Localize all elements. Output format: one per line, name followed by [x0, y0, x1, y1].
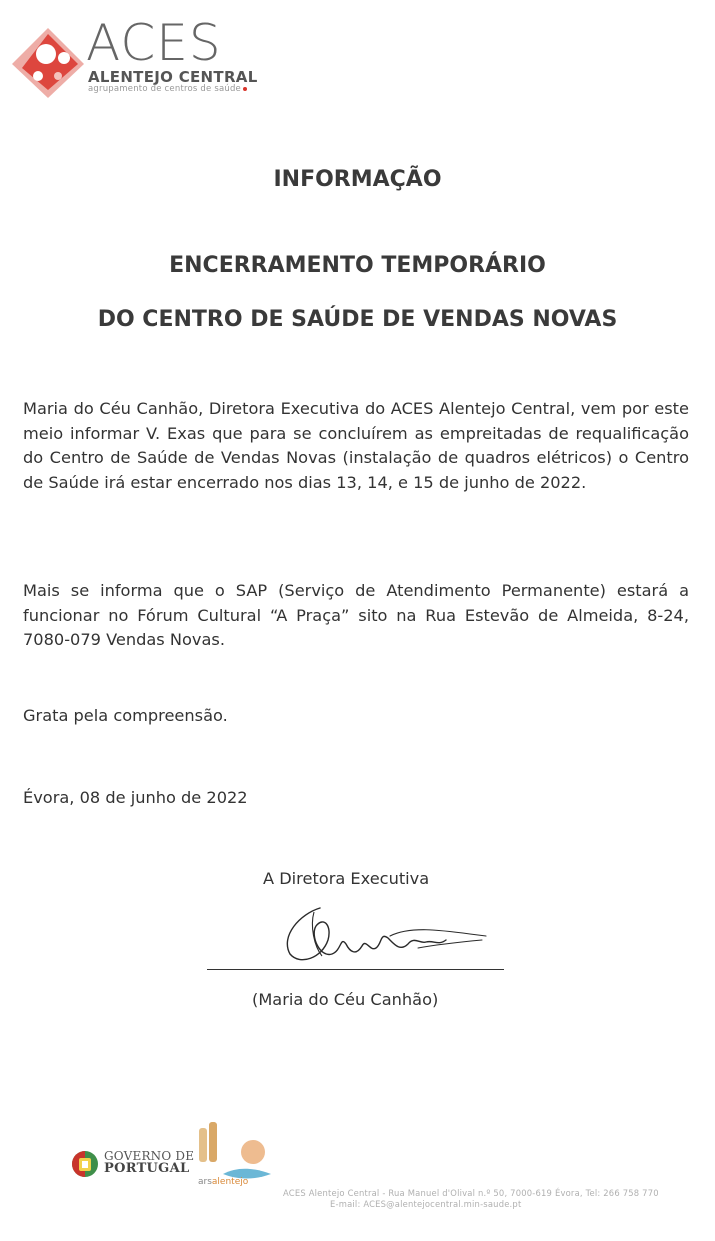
aces-logo-icon: [8, 24, 88, 100]
document-title-line-1: ENCERRAMENTO TEMPORÁRIO: [169, 253, 546, 278]
document-title-line-2: DO CENTRO DE SAÚDE DE VENDAS NOVAS: [97, 307, 618, 332]
ars-suffix: alentejo: [211, 1177, 249, 1187]
portugal-coat-of-arms-icon: [68, 1142, 102, 1182]
logo-tagline: [88, 84, 247, 94]
footer-email: E-mail: ACES@alentejocentral.min-saude.pt: [330, 1199, 522, 1209]
logo-region-text: ALENTEJO CENTRAL: [88, 68, 258, 86]
logo-tagline-text: agrupamento de centros de saúde: [88, 84, 241, 94]
body-paragraph: Mais se informa que o SAP (Serviço de Atendimento Permanente) estará a funcionar no Fórum Cultural “A Praça” sito na Rua Estevão de Almeida, 8-24, 7080-079 Vendas Novas.: [23, 581, 689, 650]
signer-title: A Diretora Executiva: [263, 869, 430, 888]
body-paragraph: Maria do Céu Canhão, Diretora Executiva do ACES Alentejo Central, vem por este meio informar V. Exas que para se concluírem as empreitadas de requalificação do Centro de Saúde de Vendas Novas (instalação de quadros elétricos) o Centro de Saúde irá estar encerrado nos dias 13, 14, e 15 de junho de 2022.: [23, 399, 689, 492]
closing-paragraph: Grata pela compreensão.: [23, 706, 228, 725]
signature-line: [207, 969, 504, 970]
signature-icon: [270, 896, 500, 976]
footer-address: ACES Alentejo Central - Rua Manuel d'Olival n.º 50, 7000-619 Évora, Tel: 266 758 770: [283, 1188, 659, 1198]
document-label: INFORMAÇÃO: [273, 167, 442, 192]
government-country-text: PORTUGAL: [104, 1161, 190, 1176]
logo-dot-icon: [243, 87, 247, 91]
government-text: GOVERNO DE: [104, 1149, 195, 1163]
ars-alentejo-text: [198, 1177, 248, 1187]
signer-name: (Maria do Céu Canhão): [252, 990, 439, 1009]
date-place: Évora, 08 de junho de 2022: [23, 788, 248, 807]
ars-prefix: ars: [198, 1177, 212, 1187]
logo-aces-text: ACES: [86, 14, 222, 72]
